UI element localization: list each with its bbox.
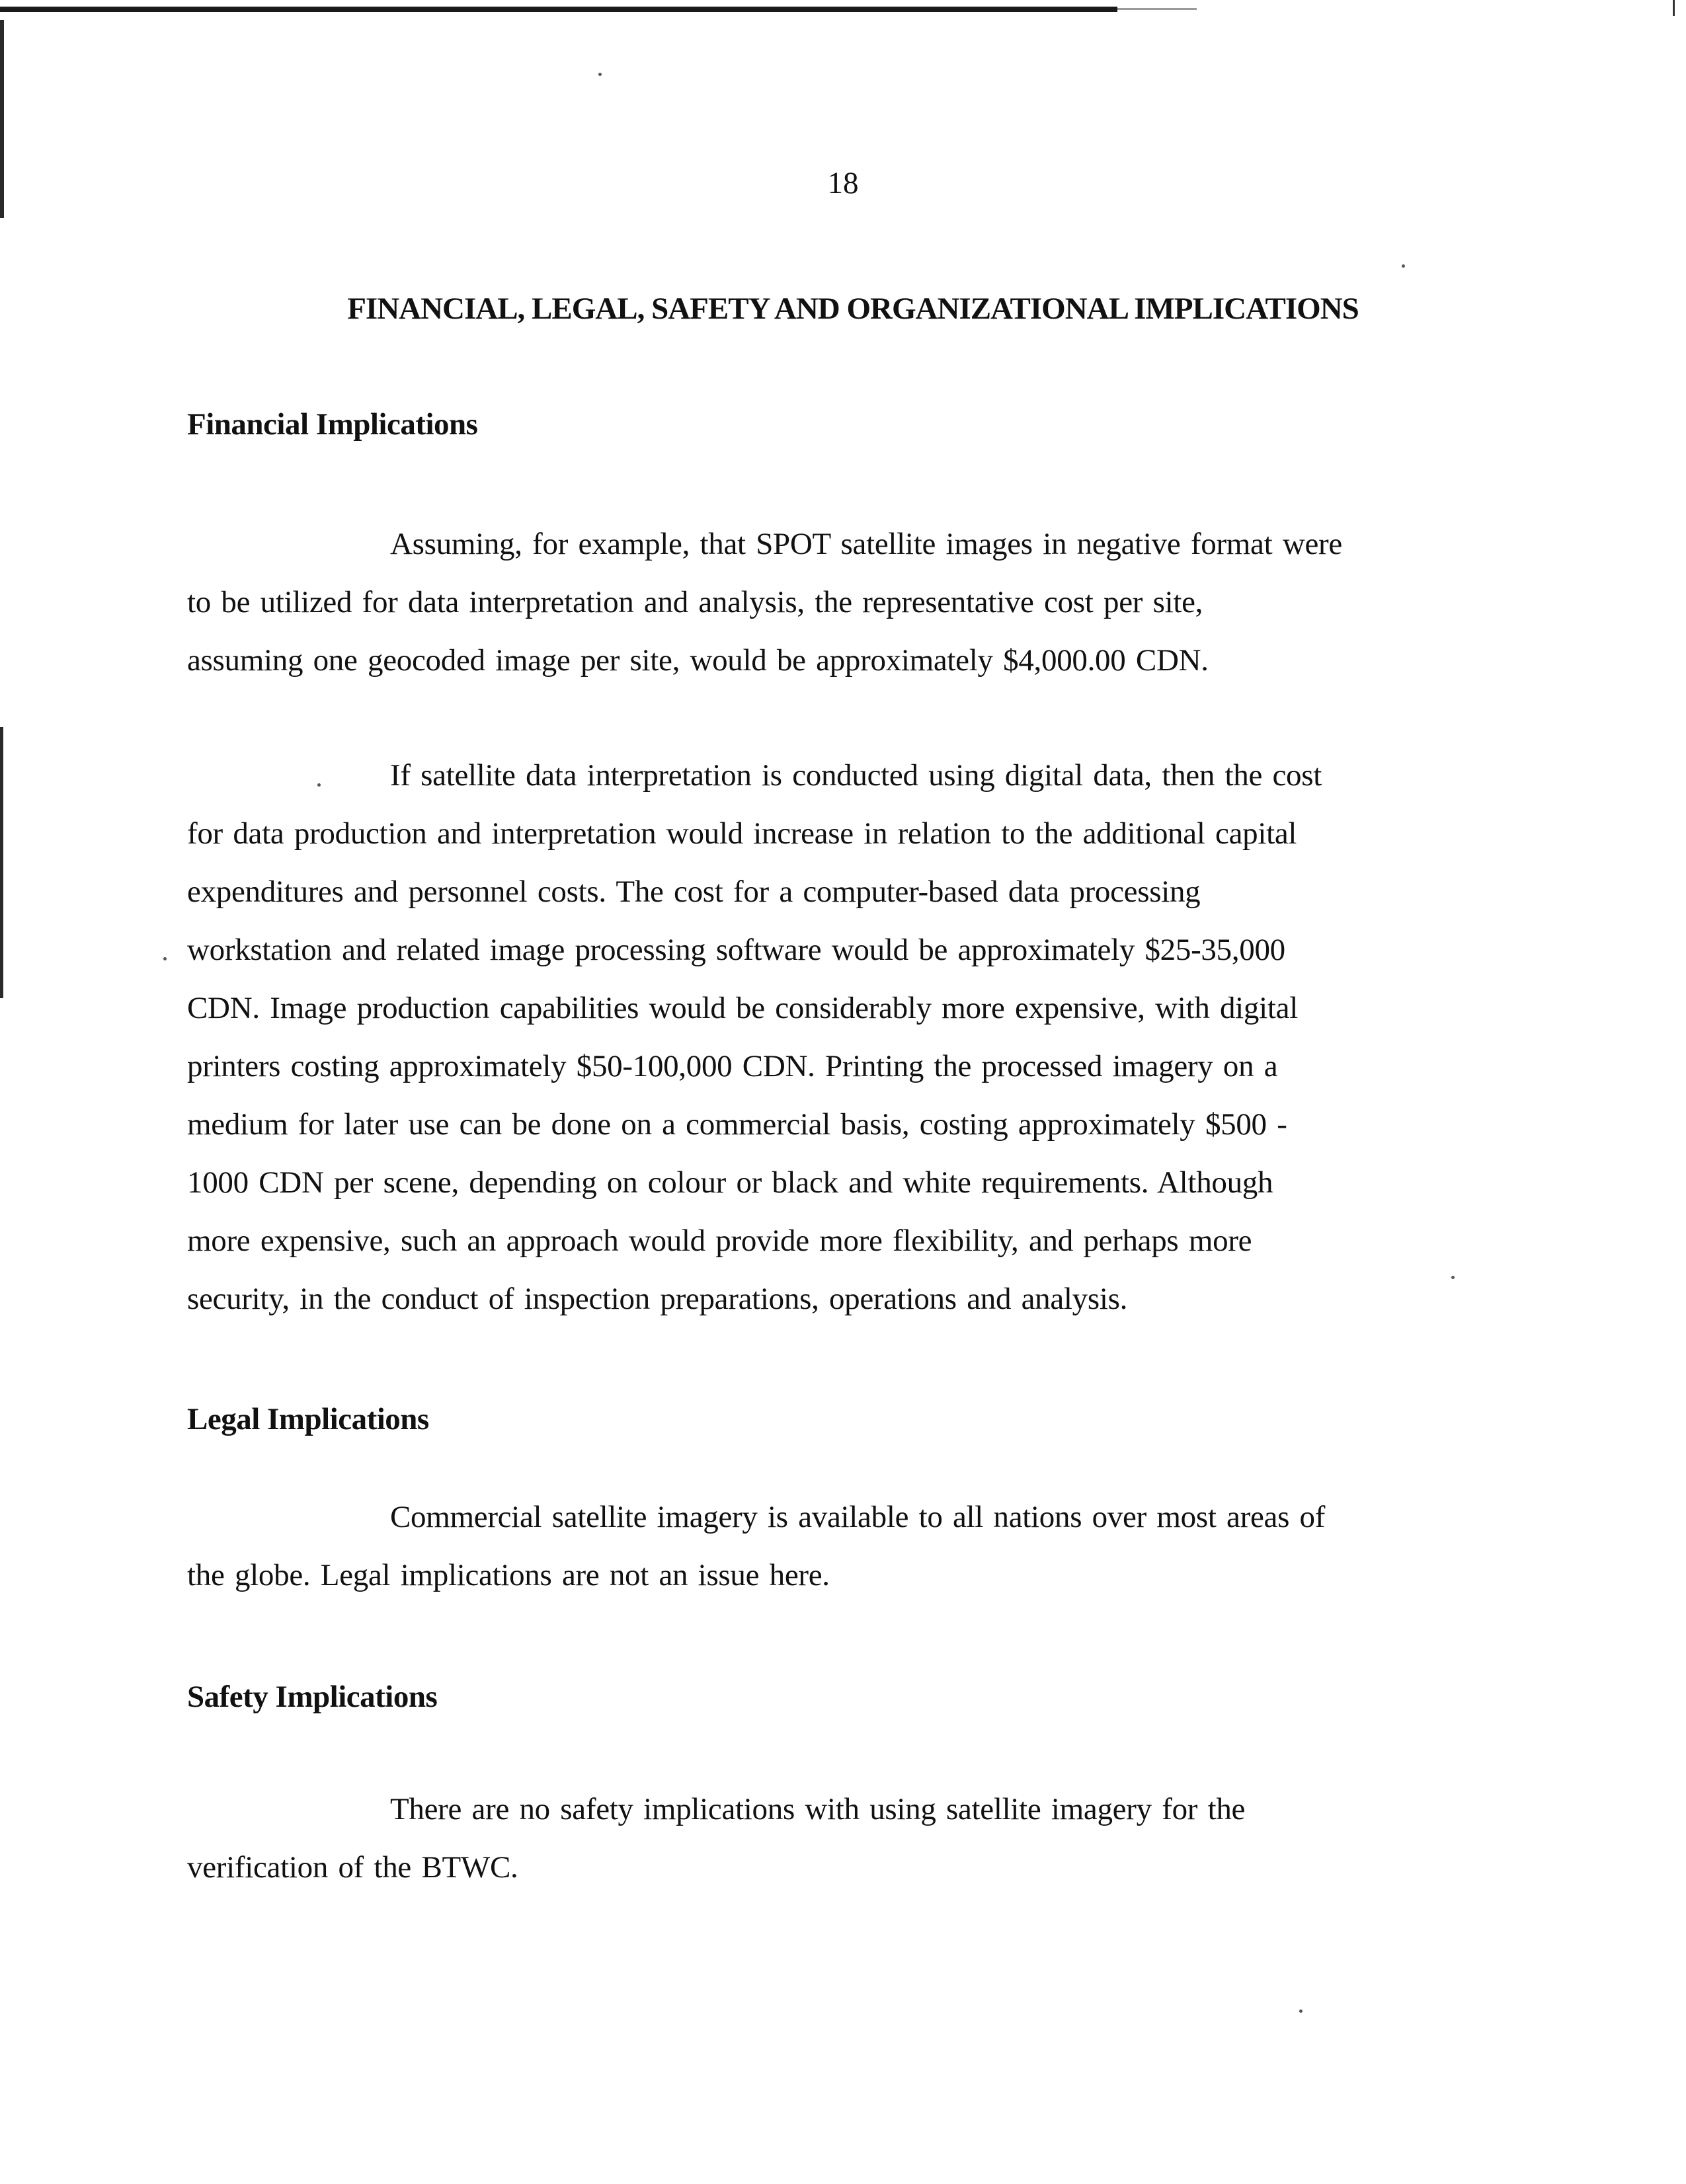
paragraph-line: 1000 CDN per scene, depending on colour or black and white requirements. Although xyxy=(187,1165,1273,1200)
paragraph-line: Commercial satellite imagery is available to all nations over most areas of xyxy=(390,1500,1326,1534)
scan-speck xyxy=(163,957,167,960)
scan-speck xyxy=(1299,2009,1303,2013)
paragraph-line: for data production and interpretation would increase in relation to the additional capital xyxy=(187,816,1297,851)
scan-speck xyxy=(598,73,602,76)
section-heading-safety: Safety Implications xyxy=(187,1680,438,1714)
paragraph-line: the globe. Legal implications are not an issue here. xyxy=(187,1558,830,1592)
paragraph-line: printers costing approximately $50-100,000 CDN. Printing the processed imagery on a xyxy=(187,1049,1278,1083)
section-heading-financial: Financial Implications xyxy=(187,407,478,442)
scan-mark-right xyxy=(1673,0,1675,16)
paragraph-line: medium for later use can be done on a commercial basis, costing approximately $500 - xyxy=(187,1107,1287,1142)
paragraph-line: Assuming, for example, that SPOT satellite images in negative format were xyxy=(390,527,1342,561)
paragraph-line: CDN. Image production capabilities would be considerably more expensive, with digital xyxy=(187,991,1298,1025)
scan-speck xyxy=(1402,264,1405,268)
scan-speck xyxy=(317,783,321,787)
section-heading-legal: Legal Implications xyxy=(187,1402,429,1436)
scan-border-top-fade xyxy=(1117,8,1197,10)
paragraph-line: to be utilized for data interpretation and analysis, the representative cost per site, xyxy=(187,585,1203,619)
paragraph-line: verification of the BTWC. xyxy=(187,1850,518,1885)
paragraph-line: expenditures and personnel costs. The cost for a computer-based data processing xyxy=(187,875,1201,909)
scan-border-top xyxy=(0,7,1117,12)
paragraph-line: assuming one geocoded image per site, would be approximately $4,000.00 CDN. xyxy=(187,643,1209,678)
paragraph-line: If satellite data interpretation is conducted using digital data, then the cost xyxy=(390,758,1322,793)
page-number: 18 xyxy=(827,166,859,200)
paragraph-line: more expensive, such an approach would provide more flexibility, and perhaps more xyxy=(187,1224,1252,1258)
paragraph-line: security, in the conduct of inspection preparations, operations and analysis. xyxy=(187,1282,1128,1316)
paragraph-line: workstation and related image processing software would be approximately $25-35,000 xyxy=(187,933,1285,967)
paragraph-line: There are no safety implications with using satellite imagery for the xyxy=(390,1792,1246,1826)
scan-speck xyxy=(1451,1276,1455,1279)
document-title: FINANCIAL, LEGAL, SAFETY AND ORGANIZATIONAL IMPLICATIONS xyxy=(347,292,1359,326)
scan-border-left-lower xyxy=(0,727,3,998)
